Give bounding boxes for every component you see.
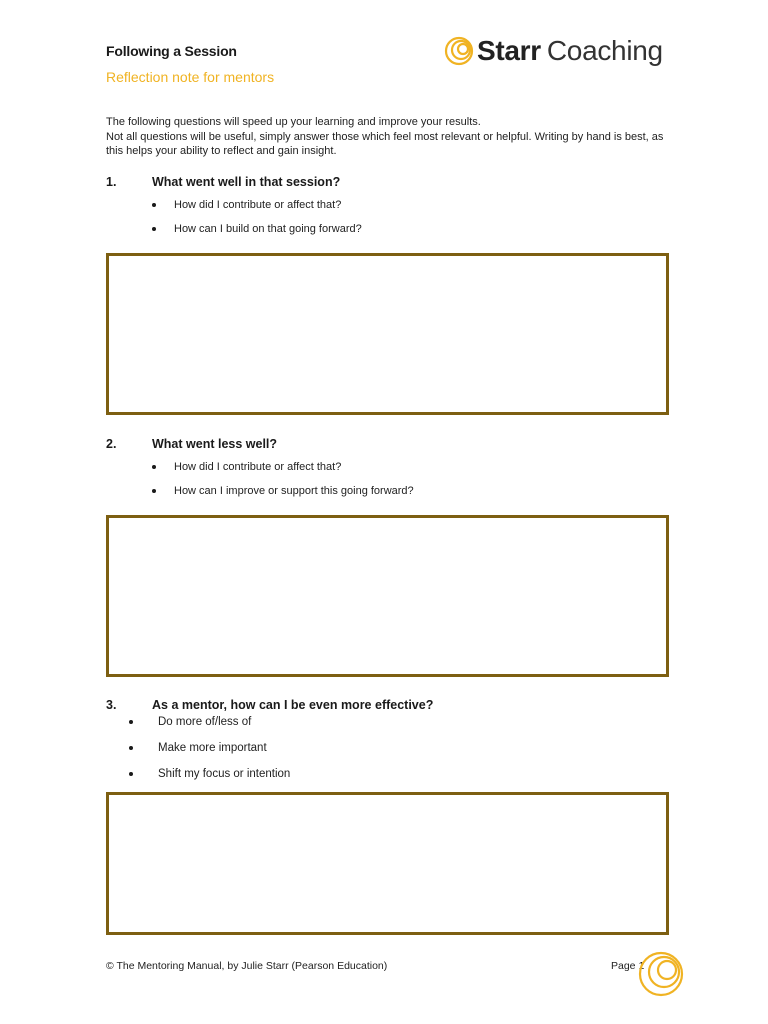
intro-text [106,115,666,159]
logo-wordmark-light: Coaching [546,35,663,66]
question-2-number: 2. [106,437,117,451]
question-2-text: What went less well? [152,437,278,451]
logo-wordmark-strong: Starr [477,35,541,66]
page-subtitle: Reflection note for mentors [106,69,275,85]
bullet-text: How did I contribute or affect that? [174,199,342,211]
intro-line-1: The following questions will speed up your learning and improve your results. [106,116,481,128]
question-3-text: As a mentor, how can I be even more effective? [152,698,434,712]
bullet-text: How can I build on that going forward? [174,223,362,235]
answer-box-3[interactable] [106,792,669,935]
answer-box-2[interactable] [106,515,669,677]
page-number: Page 1 [611,960,645,972]
question-1-text: What went well in that session? [152,175,341,189]
logo-wordmark [477,35,663,67]
bullet-dot-icon [152,203,156,207]
bullet-dot-icon [129,746,133,750]
intro-line-2: Not all questions will be useful, simply answer those which feel most relevant or helpful. Writing by hand is best, as this helps your ability to reflect and gain insight. [106,130,664,157]
bullet-text: How did I contribute or affect that? [174,461,342,473]
spiral-logo-icon [444,36,474,66]
question-1-bullet-1 [152,199,341,211]
answer-box-1[interactable] [106,253,669,415]
bullet-text: How can I improve or support this going forward? [174,485,414,497]
bullet-dot-icon [129,772,133,776]
footer-copyright: © The Mentoring Manual, by Julie Starr (Pearson Education) [106,960,388,972]
page-title: Following a Session [106,43,237,59]
question-2-bullet-2 [152,485,414,497]
question-1-bullet-2 [152,223,362,235]
question-3-number: 3. [106,698,117,712]
bullet-text: Do more of/less of [158,716,252,728]
spiral-corner-icon [637,950,685,998]
bullet-dot-icon [152,489,156,493]
brand-logo [444,34,663,68]
bullet-text: Make more important [158,742,267,754]
bullet-dot-icon [129,720,133,724]
question-2-bullet-1 [152,461,341,473]
question-3-bullet-1 [129,716,251,728]
bullet-dot-icon [152,227,156,231]
question-3-bullet-3 [129,768,290,780]
question-1-number: 1. [106,175,117,189]
question-3-bullet-2 [129,742,267,754]
bullet-text: Shift my focus or intention [158,768,291,780]
bullet-dot-icon [152,465,156,469]
